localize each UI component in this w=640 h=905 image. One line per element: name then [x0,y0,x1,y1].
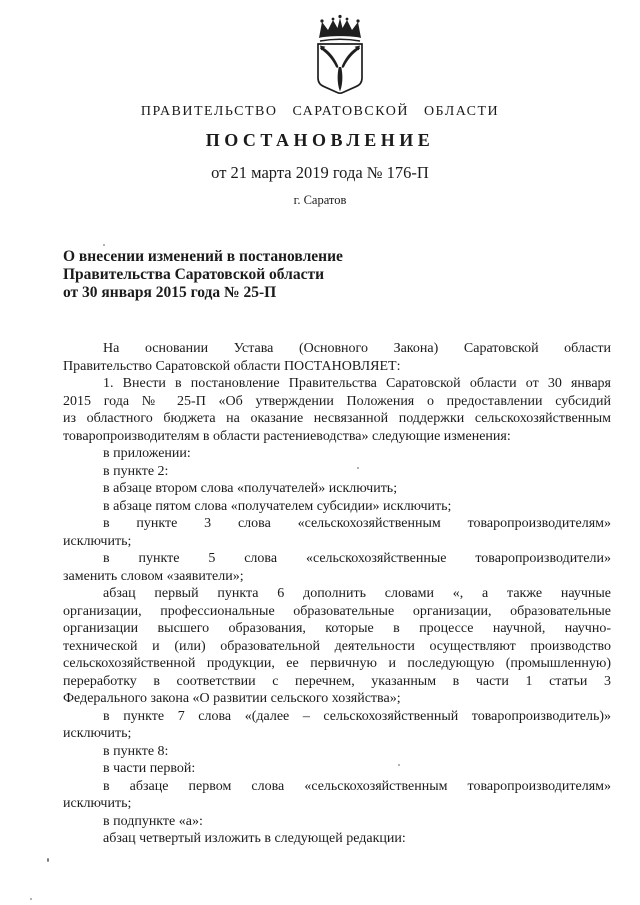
body-line: переработку в соответствии с перечнем, указанным в части 1 статьи 3 [63,673,611,689]
body-line: в пункте 5 слова «сельскохозяйственные товаропроизводители» [103,551,611,566]
body-line: организации высшего образования, которые в процессе научной, научно- [63,621,611,636]
body-line: в части первой: [103,761,196,776]
document-date-number: от 21 марта 2019 года № 176-П [211,163,429,182]
body-line: в пункте 3 слова «сельскохозяйственным товаропроизводителям» [103,516,611,531]
scan-speck [357,467,359,469]
body-line: заменить словом «заявители»; [63,568,244,584]
body-line: 1. Внести в постановление Правительства Саратовской области от 30 января [103,376,611,391]
issuing-authority: ПРАВИТЕЛЬСТВО САРАТОВСКОЙ ОБЛАСТИ [140,104,500,119]
document-city: г. Саратов [293,193,347,207]
document-title: О внесении изменений в постановление Правительства Саратовской области от 30 января 2015 года № 25-П [63,248,343,301]
body-line: абзац первый пункта 6 дополнить словами «, а также научные [103,586,611,601]
body-line: Правительство Саратовской области ПОСТАНОВЛЯЕТ: [63,358,401,374]
body-line: технической и (или) образовательной деятельности осуществляют производство [63,638,611,654]
scan-speck [30,898,32,900]
body-line: в пункте 7 слова «(далее – сельскохозяйственный товаропроизводитель)» [103,708,611,724]
body-line: в подпункте «а»: [103,813,203,829]
body-line: в абзаце втором слова «получателей» исключить; [103,481,398,496]
body-line: в абзаце первом слова «сельскохозяйственным товаропроизводителям» [103,778,611,794]
body-line: из областного бюджета на оказание несвязанной поддержки сельскохозяйственным [63,411,611,426]
document-body [63,340,611,848]
body-line: абзац четвертый изложить в следующей редакции: [103,831,406,846]
body-line: организации, профессиональные образовательные организации, образовательные [63,603,611,619]
document-type-heading: ПОСТАНОВЛЕНИЕ [205,130,435,150]
body-line: исключить; [63,533,132,549]
body-line: в приложении: [103,446,191,461]
scan-speck [398,764,400,766]
coat-of-arms-icon [305,14,375,96]
body-line: На основании Устава (Основного Закона) Саратовской области [103,341,611,356]
scan-speck [103,244,105,246]
body-line: исключить; [63,726,132,741]
body-line: в абзаце пятом слова «получателем субсидии» исключить; [103,498,452,514]
body-line: в пункте 8: [103,743,169,759]
body-line: товаропроизводителям в области растениеводства» следующие изменения: [63,428,511,444]
body-line: Федерального закона «О развитии сельского хозяйства»; [63,691,401,706]
body-line: 2015 года № 25-П «Об утверждении Положения о предоставлении субсидий [63,393,611,409]
scan-speck [47,858,49,862]
body-line: сельскохозяйственной продукции, ее первичную и последующую (промышленную) [63,656,611,671]
body-line: исключить; [63,796,132,811]
body-line: в пункте 2: [103,463,169,479]
